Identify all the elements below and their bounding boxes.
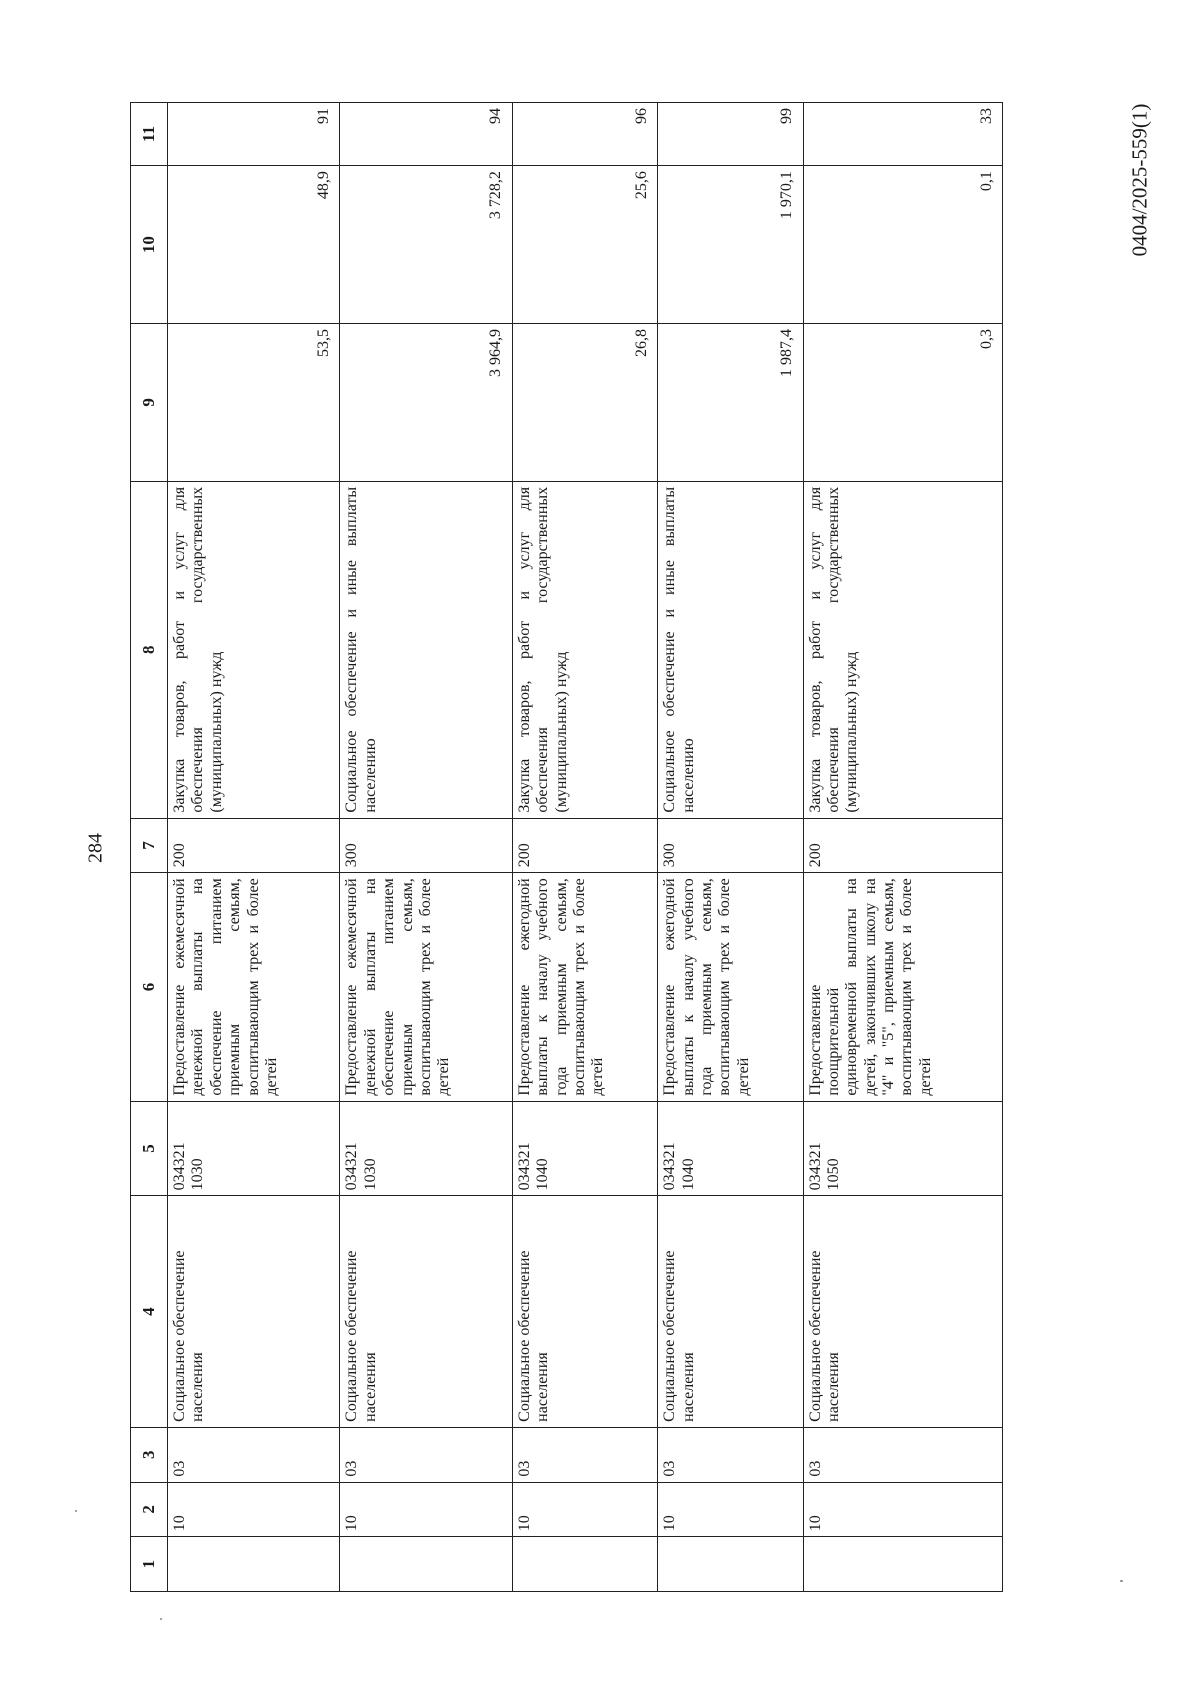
header-col-2: 2 [131,1482,168,1537]
page-number-text: 284 [84,833,107,863]
cell-section: 10 [168,1482,340,1537]
table-row [340,103,512,1592]
cell-planned: 53,5 [168,324,340,482]
cell-col-1 [658,1537,803,1592]
cell-section: 10 [658,1482,803,1537]
cell-expense-name: Закупка товаров, работ и услуг для обеспечения государственных (муниципальных) нужд [803,481,1002,818]
header-col-7: 7 [131,818,168,873]
cell-section: 10 [340,1482,512,1537]
scan-speck [75,1510,77,1512]
cell-section: 10 [803,1482,1002,1537]
cell-target-name: Предоставление ежемесячной денежной выплаты на обеспечение питанием приемным семьям, воспитывающим трех и более детей [168,873,340,1101]
cell-expense-name: Социальное обеспечение и иные выплаты населению [658,481,803,818]
table-row [512,103,657,1592]
cell-percent: 94 [340,103,512,166]
cell-section-name: Социальное обеспечение населения [658,1196,803,1428]
cell-subsection: 03 [168,1427,340,1482]
header-col-5: 5 [131,1101,168,1196]
cell-planned: 1 987,4 [658,324,803,482]
cell-target-name: Предоставление ежегодной выплаты к началу учебного года приемным семьям, воспитывающим трех и более детей [658,873,803,1101]
cell-col-1 [512,1537,657,1592]
cell-target-name: Предоставление поощрительной единовременной выплаты на детей, закончивших школу на "4" и "5", приемным семьям, воспитывающим трех и более детей [803,873,1002,1101]
cell-executed: 3 728,2 [340,166,512,324]
cell-col-1 [803,1537,1002,1592]
cell-target-code: 034321 1030 [340,1101,512,1196]
cell-expense-code: 300 [340,818,512,873]
table-row [803,103,1002,1592]
cell-target-name: Предоставление ежегодной выплаты к началу учебного года приемным семьям, воспитывающим трех и более детей [512,873,657,1101]
cell-expense-code: 200 [168,818,340,873]
cell-executed: 0,1 [803,166,1002,324]
cell-section: 10 [512,1482,657,1537]
cell-executed: 25,6 [512,166,657,324]
cell-col-1 [340,1537,512,1592]
cell-expense-name: Закупка товаров, работ и услуг для обеспечения государственных (муниципальных) нужд [168,481,340,818]
header-col-1: 1 [131,1537,168,1592]
cell-expense-code: 200 [803,818,1002,873]
cell-planned: 0,3 [803,324,1002,482]
scan-speck [1120,1580,1123,1582]
table-row [658,103,803,1592]
cell-target-code: 034321 1040 [512,1101,657,1196]
table-row [168,103,340,1592]
header-col-3: 3 [131,1427,168,1482]
cell-planned: 26,8 [512,324,657,482]
cell-subsection: 03 [512,1427,657,1482]
cell-section-name: Социальное обеспечение населения [512,1196,657,1428]
cell-percent: 33 [803,103,1002,166]
cell-expense-name: Социальное обеспечение и иные выплаты населению [340,481,512,818]
cell-col-1 [168,1537,340,1592]
scan-speck [160,1618,162,1620]
cell-section-name: Социальное обеспечение населения [340,1196,512,1428]
budget-table [130,102,1003,1592]
cell-percent: 91 [168,103,340,166]
cell-subsection: 03 [340,1427,512,1482]
header-row [131,103,168,1592]
cell-subsection: 03 [658,1427,803,1482]
cell-target-name: Предоставление ежемесячной денежной выплаты на обеспечение питанием приемным семьям, воспитывающим трех и более детей [340,873,512,1101]
cell-planned: 3 964,9 [340,324,512,482]
cell-executed: 48,9 [168,166,340,324]
header-col-4: 4 [131,1196,168,1428]
document-id-text: 0404/2025-559(1) [1127,103,1152,257]
cell-executed: 1 970,1 [658,166,803,324]
cell-expense-code: 200 [512,818,657,873]
header-col-9: 9 [131,324,168,482]
cell-section-name: Социальное обеспечение населения [803,1196,1002,1428]
cell-percent: 99 [658,103,803,166]
cell-percent: 96 [512,103,657,166]
budget-table-rotated [130,102,1003,1592]
header-col-10: 10 [131,166,168,324]
cell-subsection: 03 [803,1427,1002,1482]
cell-target-code: 034321 1040 [658,1101,803,1196]
cell-expense-code: 300 [658,818,803,873]
cell-expense-name: Закупка товаров, работ и услуг для обеспечения государственных (муниципальных) нужд [512,481,657,818]
cell-target-code: 034321 1050 [803,1101,1002,1196]
cell-section-name: Социальное обеспечение населения [168,1196,340,1428]
header-col-6: 6 [131,873,168,1101]
cell-target-code: 034321 1030 [168,1101,340,1196]
header-col-11: 11 [131,103,168,166]
header-col-8: 8 [131,481,168,818]
